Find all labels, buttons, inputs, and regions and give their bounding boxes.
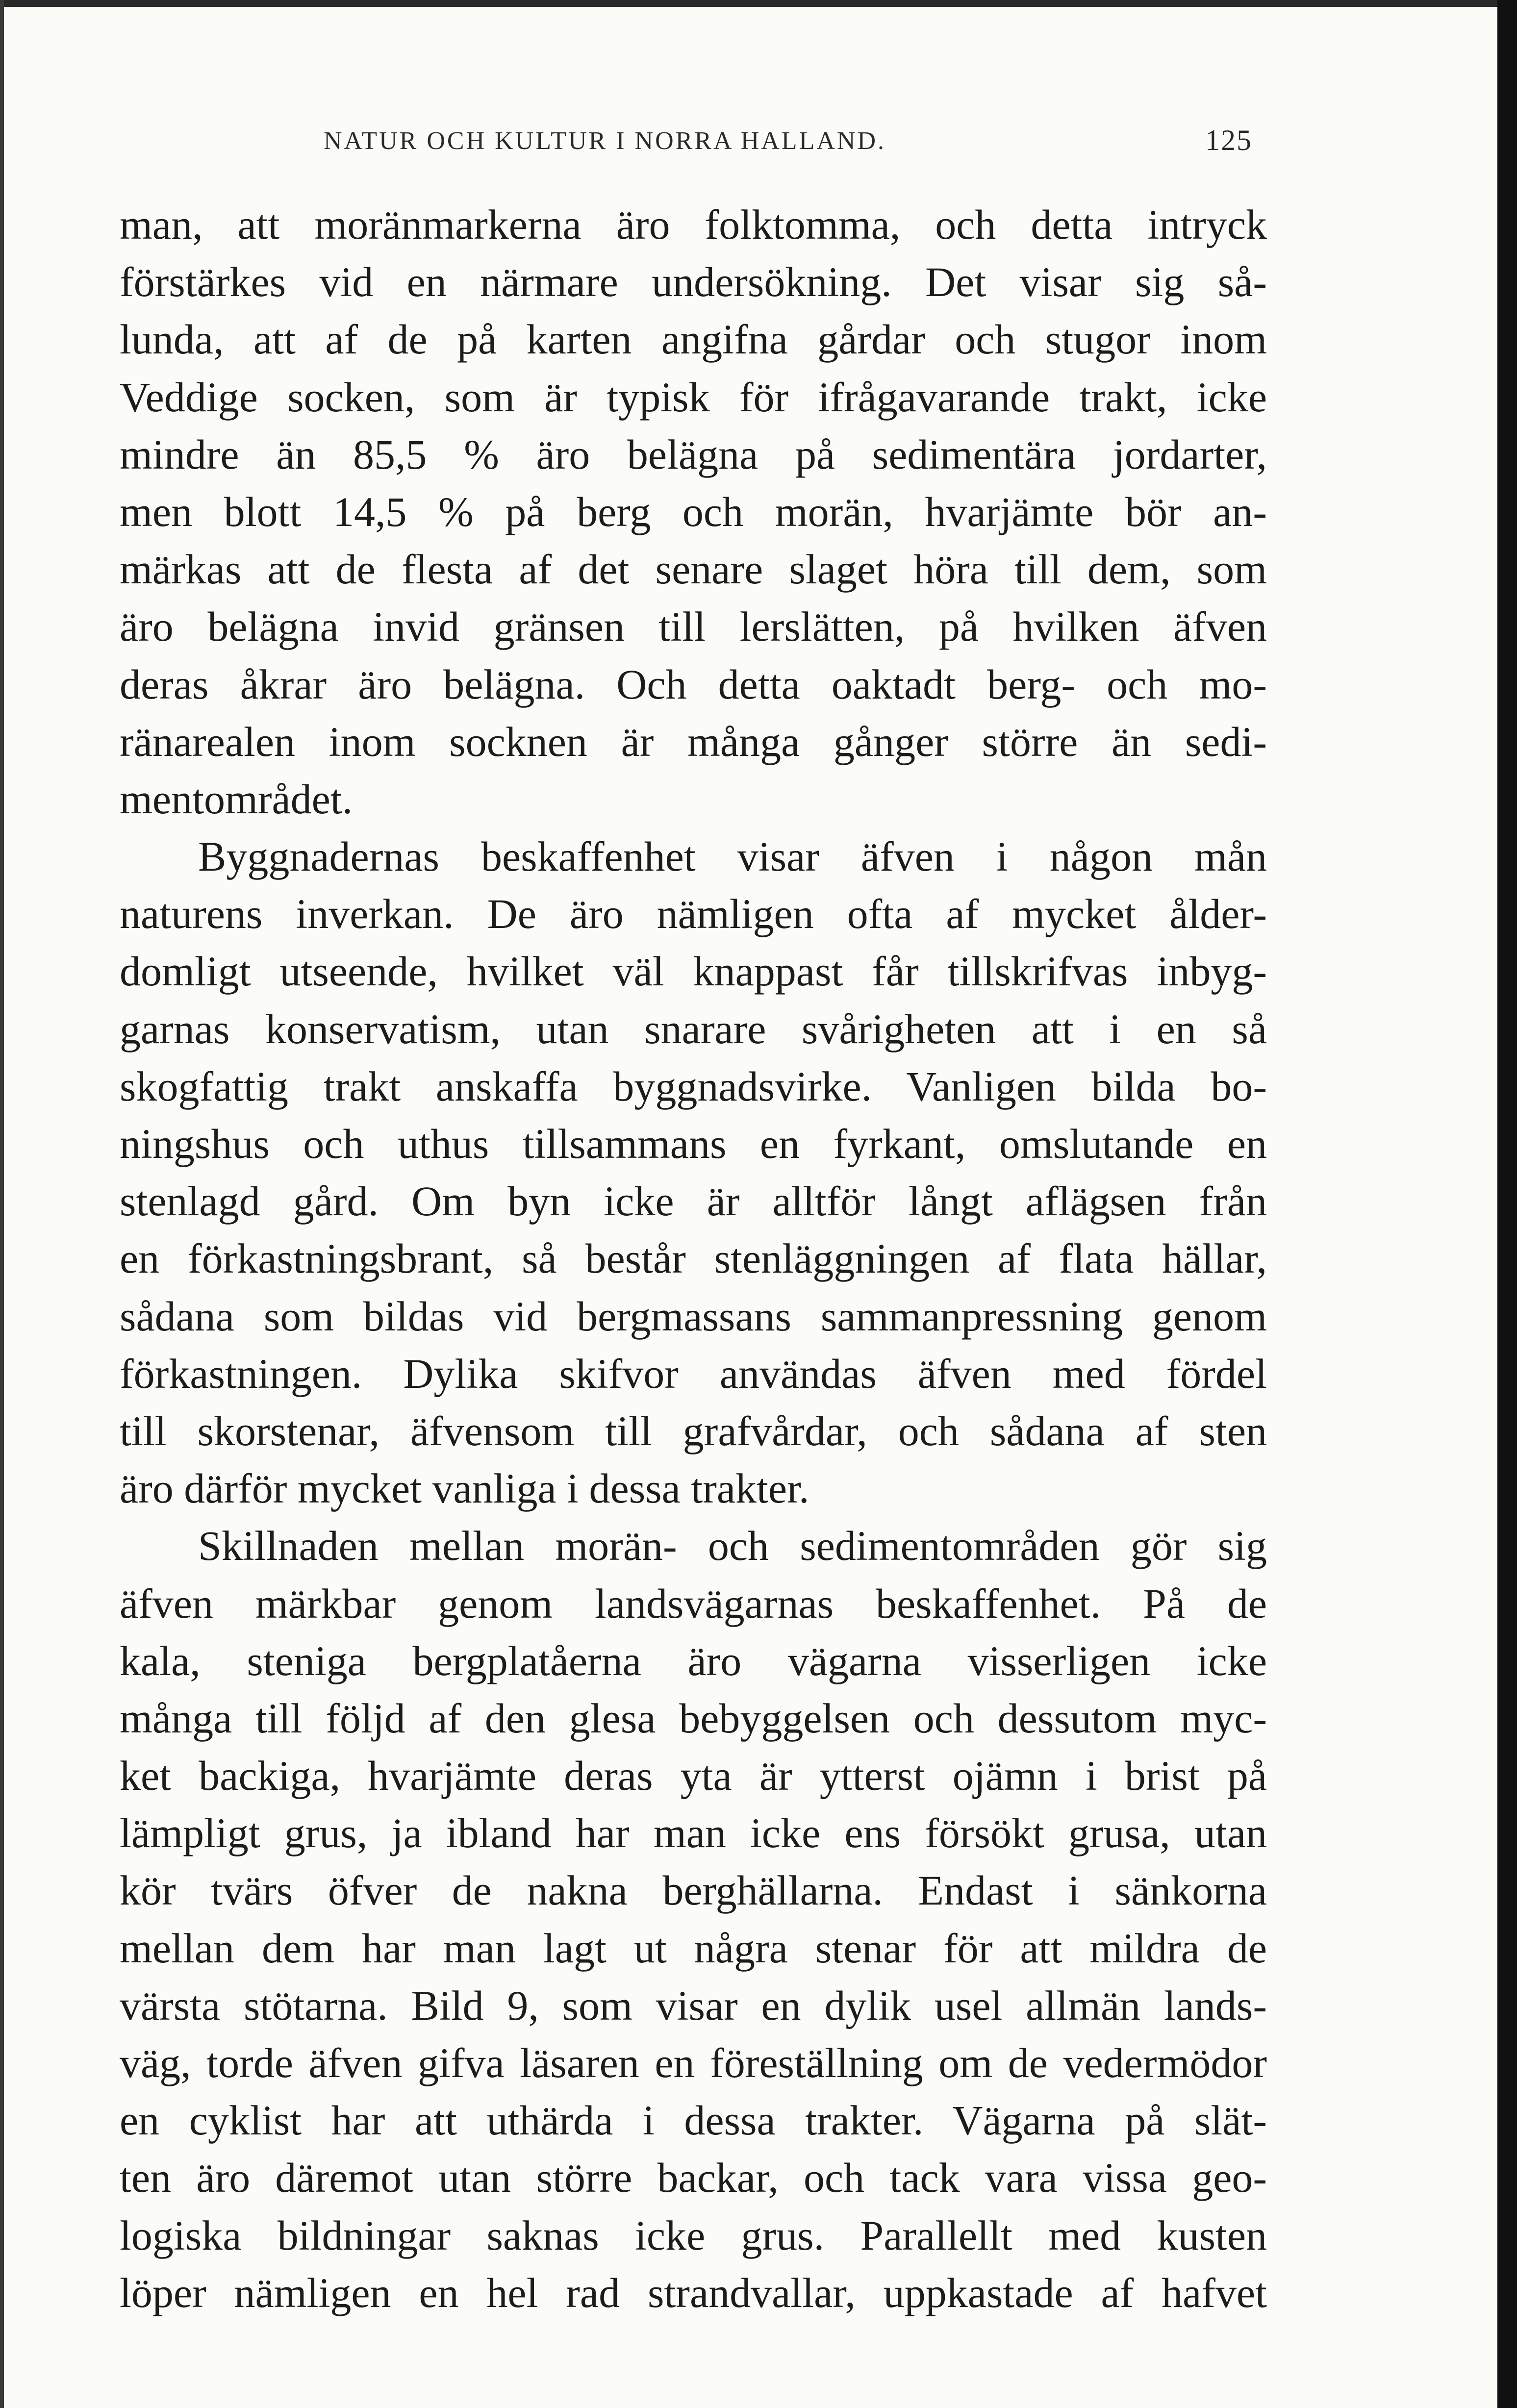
text-line: Skillnaden mellan morän- och sedimentområden gör sig [198,1522,1267,1570]
text-line: mindre än 85,5 % äro belägna på sedimentära jordarter, [120,430,1267,478]
text-line: till skorstenar, äfvensom till grafvårdar, och sådana af sten [120,1407,1267,1455]
text-line: äro därför mycket vanliga i dessa trakter. [120,1465,809,1512]
text-line: äfven märkbar genom landsvägarnas beskaffenhet. På de [120,1580,1267,1627]
text-line: värsta stötarna. Bild 9, som visar en dylik usel allmän lands- [120,1982,1267,2029]
page-number: 125 [1205,124,1252,156]
text-line: många till följd af den glesa bebyggelsen och dessutom myc- [120,1694,1267,1742]
text-line: skogfattig trakt anskaffa byggnadsvirke. Vanligen bilda bo- [120,1062,1267,1110]
text-line: väg, torde äfven gifva läsaren en föreställning om de vedermödor [120,2039,1267,2086]
text-line: förkastningen. Dylika skifvor användas äfven med fördel [120,1350,1267,1397]
text-line: logiska bildningar saknas icke grus. Parallellt med kusten [120,2211,1267,2259]
text-line: ket backiga, hvarjämte deras yta är ytterst ojämn i brist på [120,1752,1267,1800]
text-line: ten äro däremot utan större backar, och tack vara vissa geo- [120,2154,1267,2202]
scan-border-left [0,0,4,2408]
scan-border-right [1497,0,1517,2408]
text-line: lämpligt grus, ja ibland har man icke ens försökt grusa, utan [120,1809,1267,1857]
text-line: äro belägna invid gränsen till lerslätten, på hvilken äfven [120,603,1267,651]
text-line: kör tvärs öfver de nakna berghällarna. Endast i sänkorna [120,1867,1267,1914]
text-line: en förkastningsbrant, så består stenläggningen af flata hällar, [120,1235,1267,1282]
text-line: stenlagd gård. Om byn icke är alltför långt aflägsen från [120,1178,1267,1225]
text-line: Veddige socken, som är typisk för ifrågavarande trakt, icke [120,373,1267,421]
text-line: men blott 14,5 % på berg och morän, hvarjämte bör an- [120,488,1267,535]
text-line: lunda, att af de på karten angifna gårdar och stugor inom [120,316,1267,363]
text-line: kala, steniga bergplatåerna äro vägarna visserligen icke [120,1637,1267,1684]
scan-border-top [0,0,1517,7]
text-line: förstärkes vid en närmare undersökning. Det visar sig så- [120,258,1267,306]
text-line: löper nämligen en hel rad strandvallar, uppkastade af hafvet [120,2269,1267,2316]
text-line: mellan dem har man lagt ut några stenar för att mildra de [120,1924,1267,1972]
text-line: domligt utseende, hvilket väl knappast får tillskrifvas inbyg- [120,948,1267,995]
text-line: märkas att de flesta af det senare slaget höra till dem, som [120,546,1267,593]
text-line: ningshus och uthus tillsammans en fyrkant, omslutande en [120,1120,1267,1167]
text-line: en cyklist har att uthärda i dessa trakter. Vägarna på slät- [120,2097,1267,2144]
body-text [120,196,1267,2322]
running-title: NATUR OCH KULTUR I NORRA HALLAND. [324,127,886,155]
text-line: ränarealen inom socknen är många gånger större än sedi- [120,718,1267,765]
text-line: deras åkrar äro belägna. Och detta oaktadt berg- och mo- [120,660,1267,708]
text-line: sådana som bildas vid bergmassans sammanpressning genom [120,1292,1267,1340]
text-line: Byggnadernas beskaffenhet visar äfven i någon mån [198,833,1267,880]
text-line: garnas konservatism, utan snarare svårigheten att i en så [120,1005,1267,1053]
text-line: mentområdet. [120,775,353,823]
text-line: man, att moränmarkerna äro folktomma, och detta intryck [120,201,1267,248]
text-line: naturens inverkan. De äro nämligen ofta af mycket ålder- [120,890,1267,938]
